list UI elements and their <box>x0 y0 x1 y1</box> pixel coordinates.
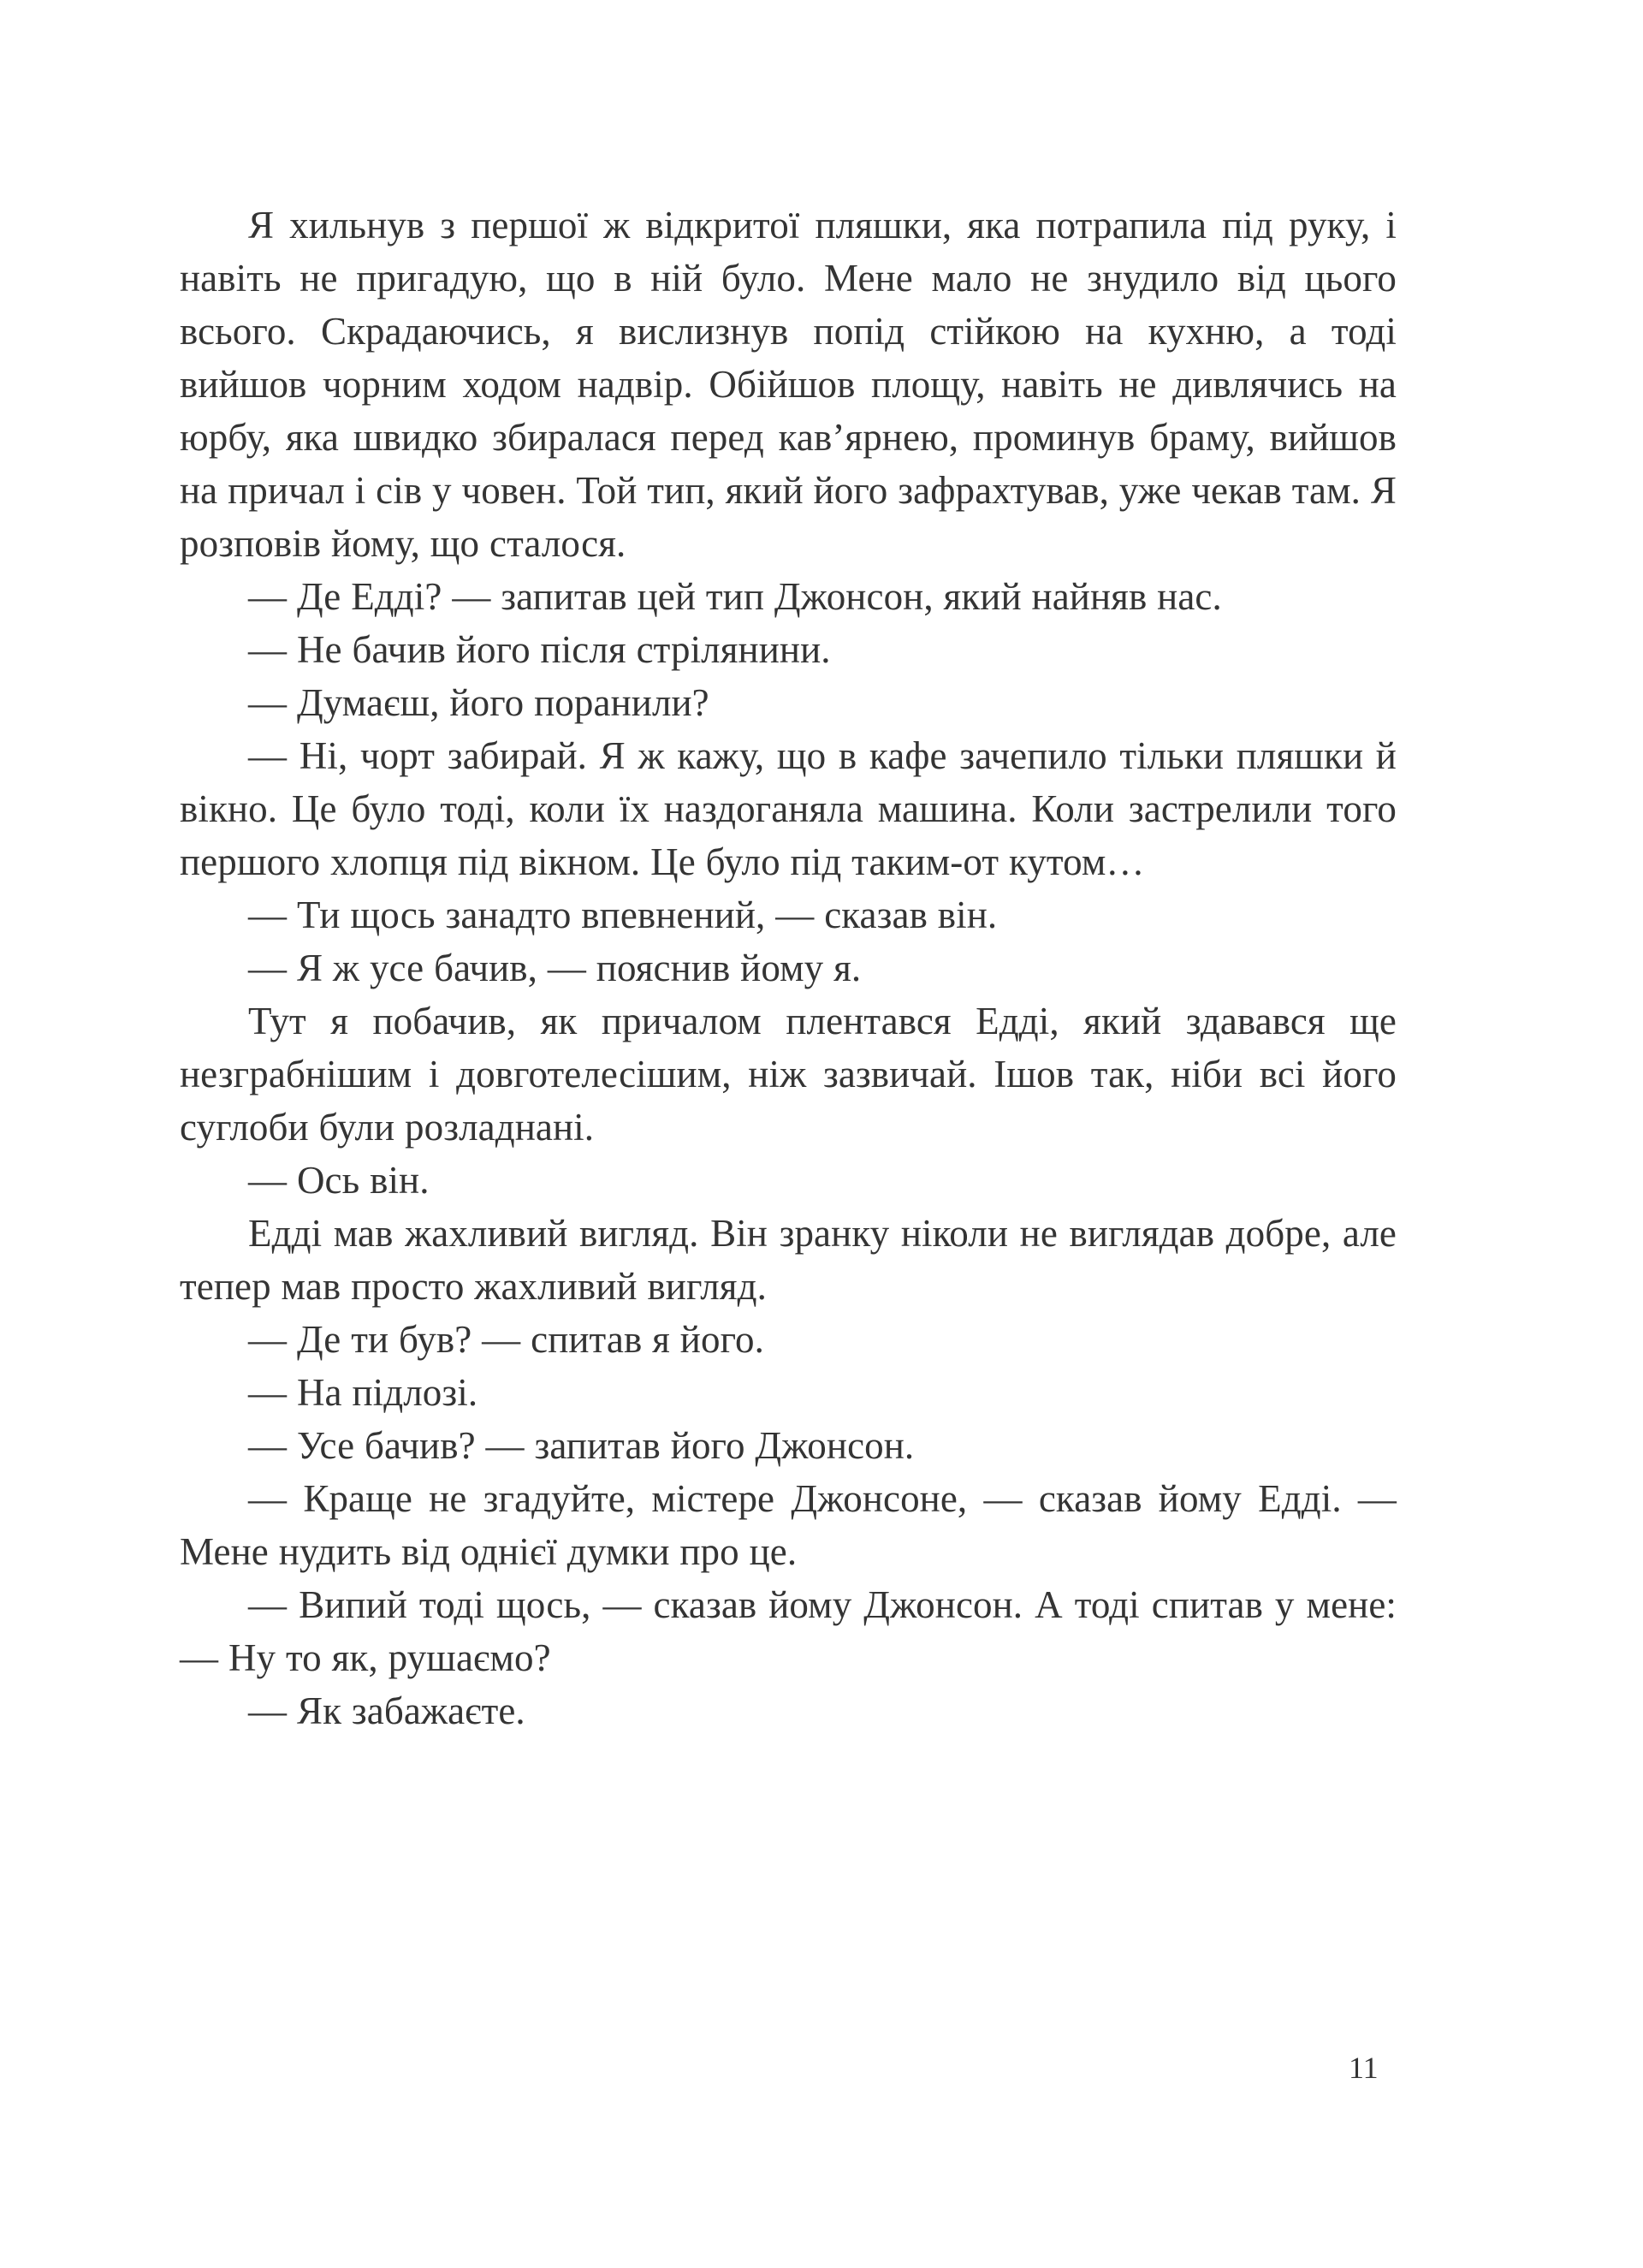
paragraph-dialogue-as-you-wish: — Як забажаєте. <box>248 1689 525 1732</box>
page-number: 11 <box>1349 2051 1379 2085</box>
paragraph-dialogue-have-a-drink: — Випий тоді щось, — сказав йому Джонсон. А тоді спитав у мене: — Ну то як, рушаємо? <box>180 1583 1397 1679</box>
paragraph-narrative-eddie-on-dock: Тут я побачив, як причалом плентався Едді, який здавався ще незграбнішим і довготелесішим, ніж зазвичай. Ішов так, ніби всі його суглоби були розладнані. <box>180 1000 1397 1149</box>
paragraph-dialogue-better-not-mention: — Краще не згадуйте, містере Джонсоне, — сказав йому Едді. — Мене нудить від однієї думки про це. <box>180 1477 1397 1573</box>
paragraph-dialogue-too-sure: — Ти щось занадто впевнений, — сказав він. <box>248 894 998 936</box>
paragraph-dialogue-here-he-is: — Ось він. <box>248 1159 430 1202</box>
paragraph-dialogue-not-seen-him: — Не бачив його після стрілянини. <box>248 628 831 671</box>
paragraph-dialogue-no-damn-it: — Ні, чорт забирай. Я ж кажу, що в кафе зачепило тільки пляшки й вікно. Це було тоді, коли їх наздоганяла машина. Коли застрелили того першого хлопця під вікном. Це було під таким-от кутом… <box>180 734 1397 883</box>
paragraph-dialogue-i-saw-it-all: — Я ж усе бачив, — пояснив йому я. <box>248 947 862 989</box>
paragraph-dialogue-did-you-see-everything: — Усе бачив? — запитав його Джонсон. <box>248 1424 915 1467</box>
paragraph-narrative-eddie-looked-awful: Едді мав жахливий вигляд. Він зранку ніколи не виглядав добре, але тепер мав просто жахливий вигляд. <box>180 1212 1397 1308</box>
paragraph-dialogue-where-is-eddie: — Де Едді? — запитав цей тип Джонсон, який найняв нас. <box>248 575 1222 618</box>
paragraph-dialogue-where-were-you: — Де ти був? — спитав я його. <box>248 1318 764 1361</box>
paragraph-dialogue-was-he-wounded: — Думаєш, його поранили? <box>248 681 709 724</box>
body-text-column <box>180 199 1397 1737</box>
paragraph-narrative-1: Я хильнув з першої ж відкритої пляшки, яка потрапила під руку, і навіть не пригадую, що в ній було. Мене мало не знудило від цього всього. Скрадаючись, я вислизнув попід стійкою на кухню, а тоді вийшов чорним ходом надвір. Обійшов площу, навіть не дивлячись на юрбу, яка швидко збиралася перед кав’ярнею, проминув браму, вийшов на причал і сів у човен. Той тип, який його зафрахтував, уже чекав там. Я розповів йому, що сталося. <box>180 204 1397 565</box>
paragraph-dialogue-on-the-floor: — На підлозі. <box>248 1371 478 1414</box>
